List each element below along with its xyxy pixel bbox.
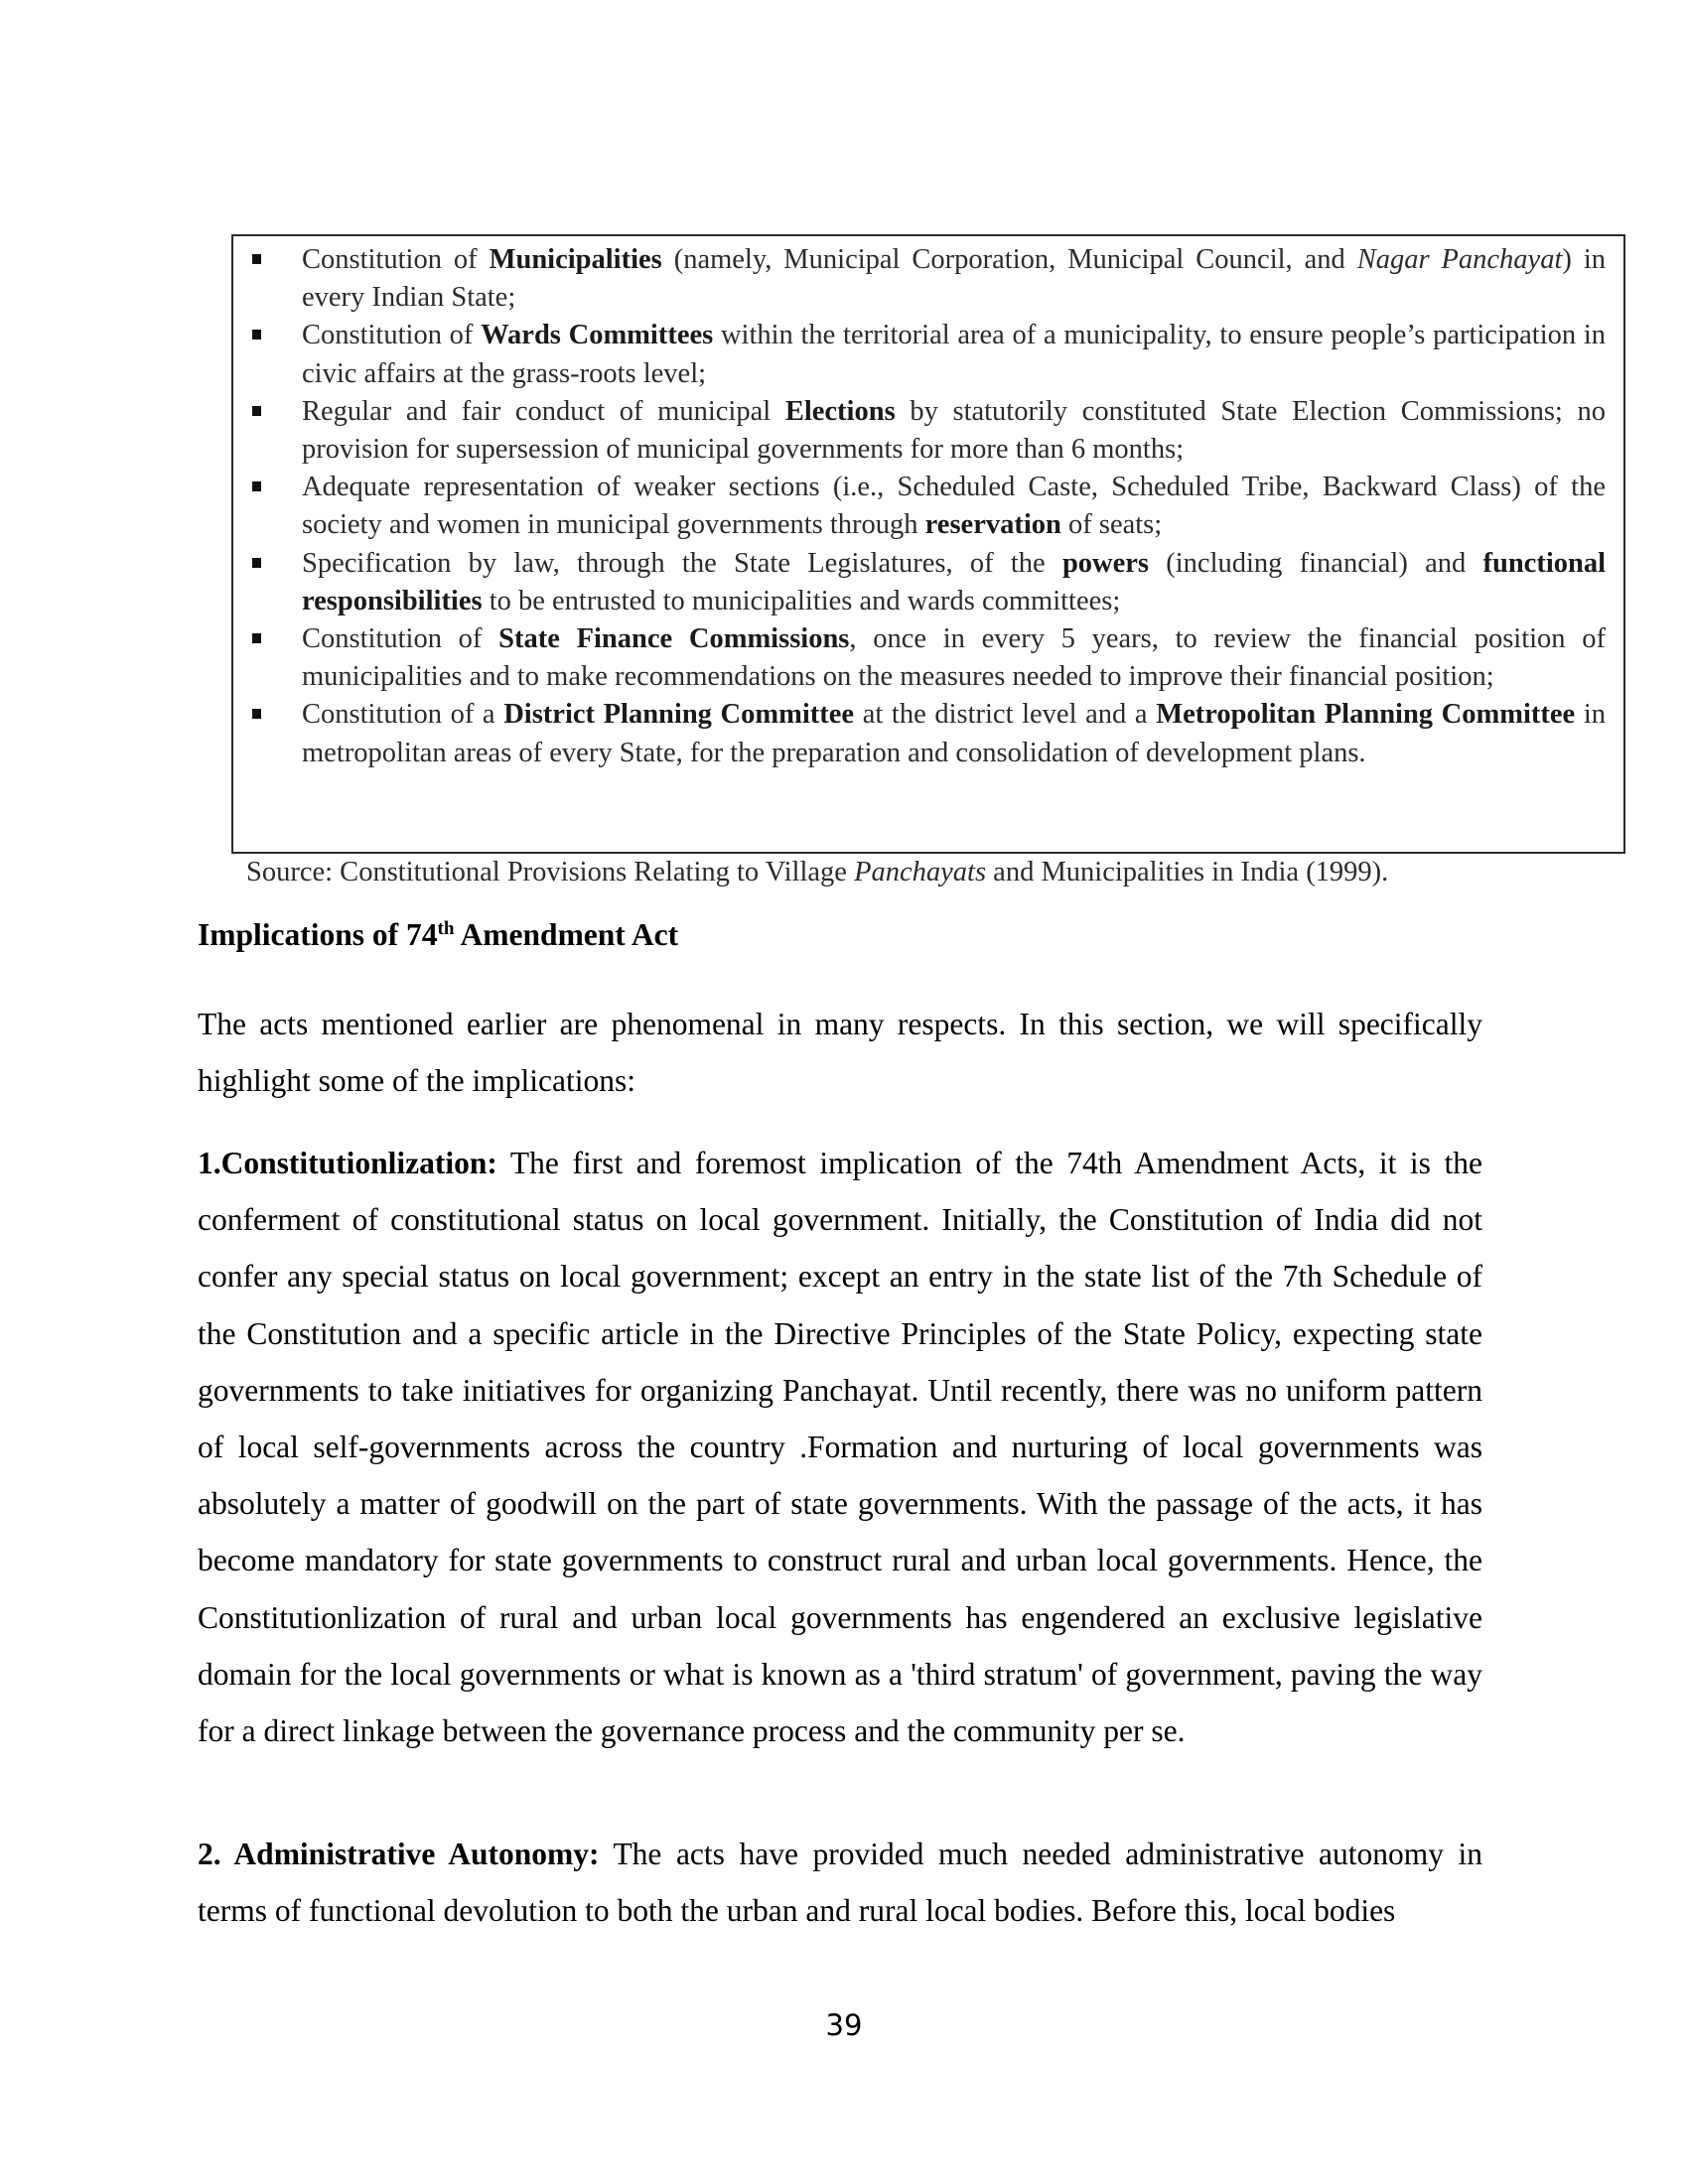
bold-term: Municipalities [489, 244, 662, 275]
bold-term: Metropolitan Planning Committee [1156, 699, 1576, 731]
square-bullet-icon [252, 254, 261, 264]
provision-item-elections: Regular and fair conduct of municipal Elections by statutorily constituted State Election Commissions; no provision for supersession of municipal governments for more than 6 months; [233, 393, 1606, 469]
provision-item-municipalities: Constitution of Municipalities (namely, Municipal Corporation, Municipal Council, and Nagar Panchayat) in every Indian State; [233, 241, 1606, 317]
square-bullet-icon [252, 633, 261, 643]
provisions-box [231, 234, 1625, 854]
bold-term: Elections [784, 395, 896, 427]
bold-term: Wards Committees [481, 320, 714, 351]
square-bullet-icon [252, 330, 261, 340]
provision-item-wards-committees: Constitution of Wards Committees within the territorial area of a municipality, to ensure people’s participation in civic affairs at the grass-roots level; [233, 317, 1606, 392]
square-bullet-icon [252, 709, 261, 719]
bold-term: District Planning Committee [503, 699, 855, 731]
square-bullet-icon [252, 558, 261, 568]
paragraph-administrative-autonomy: 2. Administrative Autonomy: The acts have provided much needed administrative autonomy in terms of functional devolution to both the urban and rural local bodies. Before this, local bodies [198, 1837, 1482, 1929]
bold-term: functional responsibilities [302, 547, 1607, 616]
bold-term: reservation [924, 509, 1061, 541]
intro-paragraph: The acts mentioned earlier are phenomenal in many respects. In this section, we will specifically highlight some of the implications: [198, 1007, 1482, 1099]
provision-item-reservation: Adequate representation of weaker sections (i.e., Scheduled Caste, Scheduled Tribe, Backward Class) of the society and women in municipal governments through reservation of seats; [233, 469, 1606, 544]
provision-item-finance-commissions: Constitution of State Finance Commissions, once in every 5 years, to review the financial position of municipalities and to make recommendations on the measures needed to improve their financial position; [233, 620, 1606, 696]
square-bullet-icon [252, 481, 261, 491]
square-bullet-icon [252, 406, 261, 416]
section-heading: Implications of 74th Amendment Act [198, 917, 679, 952]
page-number: 39 [825, 2008, 863, 2042]
paragraph-label: 2. Administrative Autonomy: [198, 1837, 600, 1871]
bold-term: powers [1061, 547, 1150, 579]
provision-item-powers: Specification by law, through the State Legislatures, of the powers (including financial) and functional responsibilities to be entrusted to municipalities and wards committees; [233, 545, 1606, 620]
italic-term: Nagar Panchayat [1356, 244, 1563, 275]
bold-term: State Finance Commissions [498, 623, 850, 655]
provision-item-planning-committees: Constitution of a District Planning Committee at the district level and a Metropolitan Planning Committee in metropolitan areas of every State, for the preparation and consolidation of development plans. [233, 696, 1606, 771]
paragraph-label: 1.Constitutionlization: [198, 1146, 497, 1180]
source-caption: Source: Constitutional Provisions Relating to Village Panchayats and Municipalities in India (1999). [246, 857, 1389, 887]
provisions-list [233, 241, 1606, 772]
paragraph-constitutionalization: 1.Constitutionlization: The first and foremost implication of the 74th Amendment Acts, it is the conferment of constitutional status on local government. Initially, the Constitution of India did not confer any special status on local government; except an entry in the state list of the 7th Schedule of the Constitution and a specific article in the Directive Principles of the State Policy, expecting state governments to take initiatives for organizing Panchayat. Until recently, there was no uniform pattern of local self-governments across the country .Formation and nurturing of local governments was absolutely a matter of goodwill on the part of state governments. With the passage of the acts, it has become mandatory for state governments to construct rural and urban local governments. Hence, the Constitutionlization of rural and urban local governments has engendered an exclusive legislative domain for the local governments or what is known as a 'third stratum' of government, paving the way for a direct linkage between the governance process and the community per se. [198, 1146, 1482, 1749]
